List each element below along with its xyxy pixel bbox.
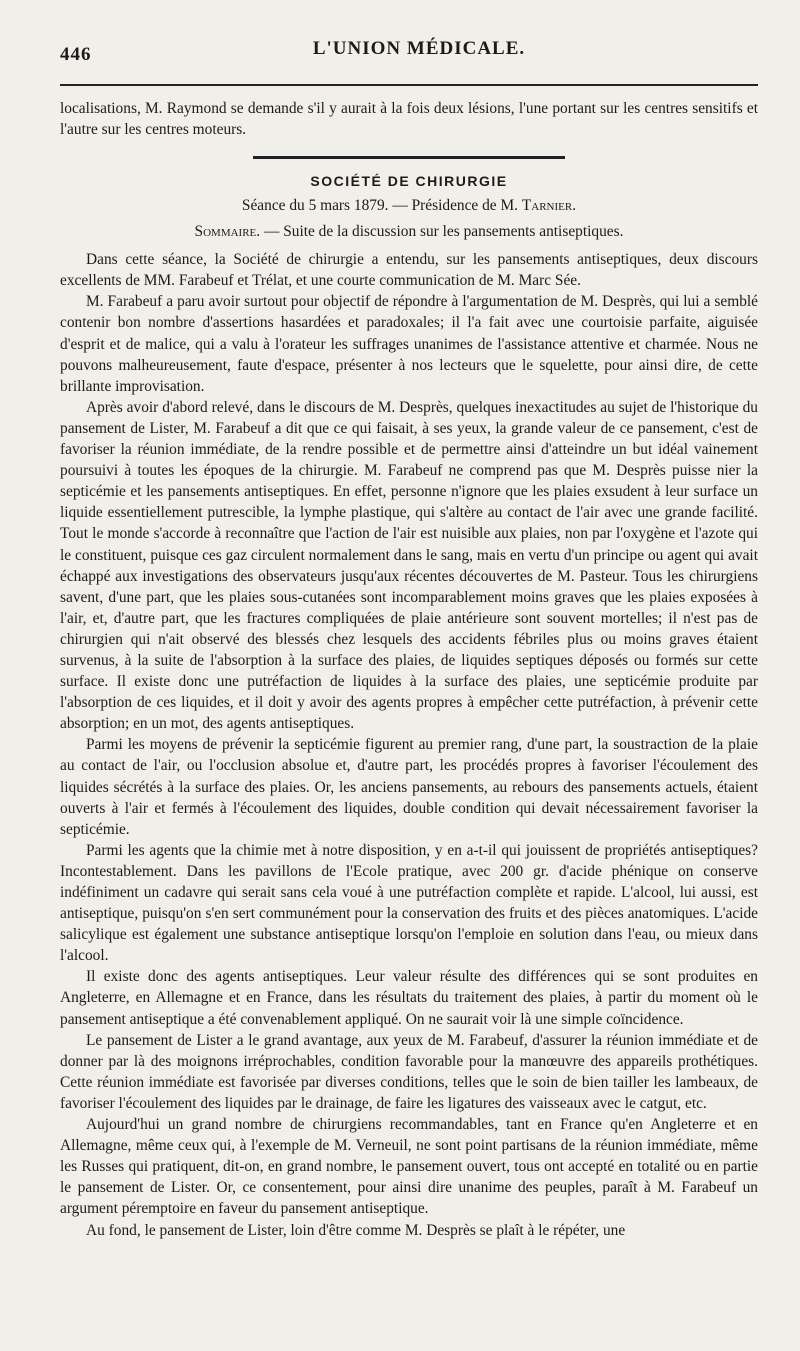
seance-date-text: Séance du 5 mars 1879. — Présidence de M. — [241, 197, 522, 215]
body-paragraph-7: Le pansement de Lister a le grand avantage, aux yeux de M. Farabeuf, d'assurer la réunion immédiate et de donner par là des moignons irréprochables, condition favorable pour la manœuvre des appareils prothétiques. Cette réunion immédiate est favorisée par diverses conditions, telles que le soin de bien tailler les lambeaux, de favoriser l'écoulement des liquides par le drainage, de faire les ligatures des vaisseaux avec le catgut, etc. — [60, 1031, 758, 1112]
sommaire-label: Sommaire — [194, 223, 257, 241]
seance-end: . — [572, 197, 577, 215]
body-paragraph-5: Parmi les agents que la chimie met à notre disposition, y en a-t-il qui jouissent de propriétés antiseptiques? Incontestablement. Dans les pavillons de l'Ecole pratique, avec 200 gr. d'acide phénique on conserve indéfiniment un cadavre qui serait sans cela voué à une putréfaction complète et rapide. L'alcool, lui aussi, est antiseptique, puisqu'on s'en sert communément pour la conservation des fruits et des pièces anatomiques. L'acide salicylique est également une substance antiseptique lorsqu'on l'emploie en solution dans l'eau, ou mieux dans l'alcool. — [60, 841, 758, 965]
section-divider — [253, 156, 565, 159]
page-number: 446 — [60, 44, 92, 65]
president-name: Tarnier — [521, 197, 573, 215]
body-paragraph-1: Dans cette séance, la Société de chirurgie a entendu, sur les pansements antiseptiques, deux discours excellents de MM. Farabeuf et Trélat, et une courte communication de M. Marc Sée. — [60, 251, 758, 290]
seance-line — [60, 197, 758, 215]
sommaire-text: . — Suite de la discussion sur les pansements antiseptiques. — [256, 223, 624, 241]
body-paragraph-6: Il existe donc des agents antiseptiques. Leur valeur résulte des différences qui se sont produites en Angleterre, en Allemagne et en France, dans les résultats du traitement des plaies, à partir du moment où le pansement antiseptique a été convenablement appliqué. On ne saurait voir là une simple coïncidence. — [60, 968, 758, 1028]
body-paragraph-4: Parmi les moyens de prévenir la septicémie figurent au premier rang, d'une part, la soustraction de la plaie au contact de l'air, ou l'occlusion absolue et, d'autre part, les procédés propres à favoriser l'écoulement des liquides sécrétés à la surface des plaies. Or, les anciens pansements, au rebours des pansements actuels, étaient ouverts à l'air et fermés à l'écoulement des liquides, double condition qui devait nécessairement favoriser la septicémie. — [60, 736, 758, 838]
running-head — [60, 36, 758, 66]
body-paragraph-3: Après avoir d'abord relevé, dans le discours de M. Desprès, quelques inexactitudes au sujet de l'historique du pansement de Lister, M. Farabeuf a dit que ce qui faisait, à ses yeux, la grande valeur de ce pansement, c'est de favoriser la réunion immédiate, de la rendre possible et de permettre ainsi d'atteindre un but idéal vainement poursuivi à toutes les époques de la chirurgie. M. Farabeuf ne comprend pas que M. Desprès puisse nier la septicémie et les pansements antiseptiques. En effet, personne n'ignore que les plaies exsudent à leur surface un liquide essentiellement putrescible, la lymphe plastique, qui s'altère au contact de l'air avec une grande facilité. Tout le monde s'accorde à reconnaître que l'action de l'air est nuisible aux plaies, non par l'oxygène et l'azote qui le constituent, puisque ces gaz circulent normalement dans le sang, mais en vertu d'un principe ou agent qui avait échappé aux investigations des observateurs jusqu'aux récentes découvertes de M. Pasteur. Tous les chirurgiens savent, d'une part, que les plaies sous-cutanées sont incomparablement moins graves que les plaies exposées à l'air, et, d'autre part, que les fractures compliquées de plaie antérieure sont souvent mortelles; il n'est pas de chirurgien qui n'ait observé des blessés chez lesquels des accidents fébriles plus ou moins graves étaient survenus, à la suite de l'absorption à la surface des plaies, de liquides septiques déposés ou formés sur cette surface. Il existe donc une putréfaction de liquides à la surface des plaies, une septicémie produite par l'absorption de ces liquides, et il doit y avoir des agents propres à empêcher cette putréfaction, à prévenir cette absorption; en un mot, des agents antiseptiques. — [60, 398, 758, 733]
journal-title: L'UNION MÉDICALE. — [312, 38, 526, 59]
intro-paragraph: localisations, M. Raymond se demande s'il y aurait à la fois deux lésions, l'une portant sur les centres sensitifs et l'autre sur les centres moteurs. — [60, 100, 758, 139]
section-title: SOCIÉTÉ DE CHIRURGIE — [310, 173, 508, 190]
body-paragraph-9: Au fond, le pansement de Lister, loin d'être comme M. Desprès se plaît à le répéter, une — [86, 1221, 626, 1239]
sommaire-line — [60, 223, 758, 241]
body-paragraph-2: M. Farabeuf a paru avoir surtout pour objectif de répondre à l'argumentation de M. Desprès, qui lui a semblé contenir bon nombre d'assertions hasardées et paradoxales; il l'a fait avec une courtoisie parfaite, aiguisée d'esprit et de malice, qui a valu à l'orateur les suffrages unanimes de l'assistance attentive et charmée. Nous ne pouvons malheureusement, faute d'espace, présenter à nos lecteurs que le squelette, pour ainsi dire, de cette brillante improvisation. — [60, 293, 758, 395]
body-paragraph-8: Aujourd'hui un grand nombre de chirurgiens recommandables, tant en France qu'en Angleterre et en Allemagne, même ceux qui, à l'exemple de M. Verneuil, ne sont point partisans de la réunion immédiate, même les Russes qui pratiquent, dit-on, en grand nombre, le pansement ouvert, tous ont accepté en totalité ou en partie le pansement de Lister. Or, ce consentement, pour ainsi dire unanime des peuples, paraît à M. Farabeuf un argument péremptoire en faveur du pansement antiseptique. — [60, 1116, 758, 1218]
header-rule — [60, 84, 758, 86]
